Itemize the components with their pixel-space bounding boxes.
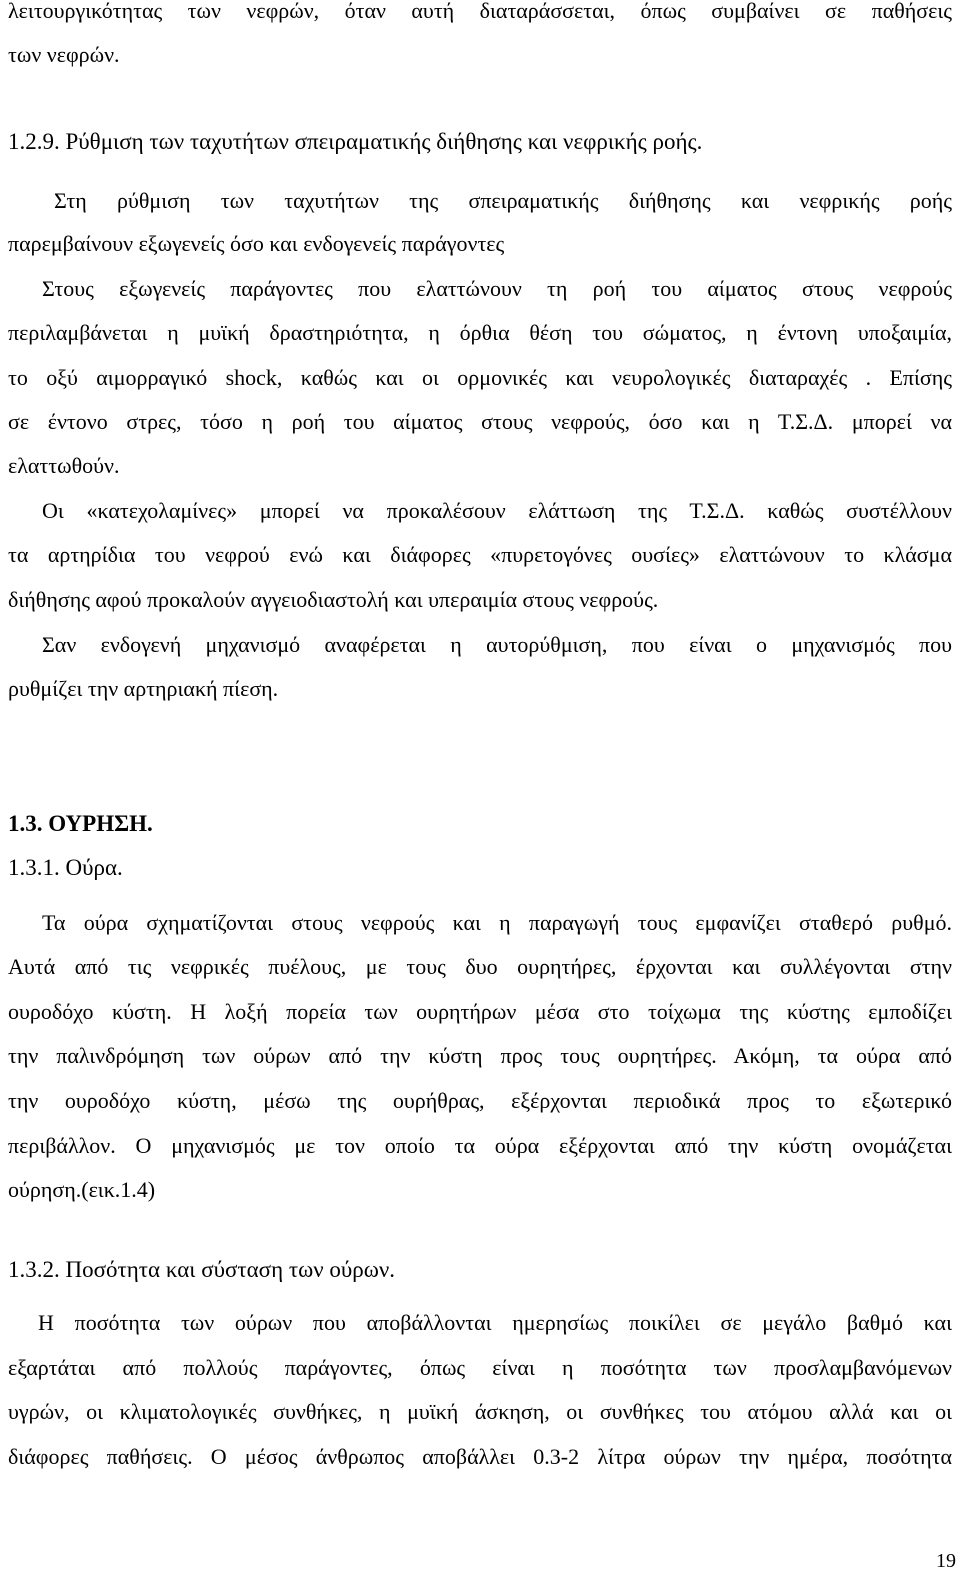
paragraph-line: την ουροδόχο κύστη, μέσω της ουρήθρας, εξέρχονται περιοδικά προς το εξωτερικό bbox=[8, 1088, 952, 1113]
paragraph-line: Τα ούρα σχηματίζονται στους νεφρούς και η παραγωγή τους εμφανίζει σταθερό ρυθμό. bbox=[42, 910, 952, 935]
paragraph-line: Αυτά από τις νεφρικές πυέλους, με τους δυο ουρητήρες, έρχονται και συλλέγονται στην bbox=[8, 954, 952, 979]
paragraph-line: Οι «κατεχολαμίνες» μπορεί να προκαλέσουν ελάττωση της Τ.Σ.Δ. καθώς συστέλλουν bbox=[42, 498, 952, 523]
paragraph-line: ρυθμίζει την αρτηριακή πίεση. bbox=[8, 676, 279, 701]
paragraph-line: υγρών, οι κλιματολογικές συνθήκες, η μυϊκή άσκηση, οι συνθήκες του ατόμου αλλά και οι bbox=[8, 1399, 952, 1424]
paragraph-line: περιλαμβάνεται η μυϊκή δραστηριότητα, η όρθια θέση του σώματος, η έντονη υποξαιμία, bbox=[8, 320, 952, 345]
paragraph-line: Η ποσότητα των ούρων που αποβάλλονται ημερησίως ποικίλει σε μεγάλο βαθμό και bbox=[38, 1310, 952, 1335]
paragraph-line: σε έντονο στρες, τόσο η ροή του αίματος στους νεφρούς, όσο και η Τ.Σ.Δ. μπορεί να bbox=[8, 409, 952, 434]
text-line: λειτουργικότητας των νεφρών, όταν αυτή διαταράσσεται, όπως συμβαίνει σε παθήσεις bbox=[8, 0, 952, 23]
paragraph-line: Στους εξωγενείς παράγοντες που ελαττώνουν τη ροή του αίματος στους νεφρούς bbox=[42, 276, 952, 301]
text-line: των νεφρών. bbox=[8, 42, 120, 67]
paragraph-line: παρεμβαίνουν εξωγενείς όσο και ενδογενείς παράγοντες bbox=[8, 231, 505, 256]
paragraph-line: ουροδόχο κύστη. Η λοξή πορεία των ουρητήρων μέσα στο τοίχωμα της κύστης εμποδίζει bbox=[8, 999, 952, 1024]
paragraph-line: Στη ρύθμιση των ταχυτήτων της σπειραματικής διήθησης και νεφρικής ροής bbox=[54, 188, 952, 213]
section-heading: 1.2.9. Ρύθμιση των ταχυτήτων σπειραματικής διήθησης και νεφρικής ροής. bbox=[8, 129, 703, 154]
paragraph-line: την παλινδρόμηση των ούρων από την κύστη προς τους ουρητήρες. Ακόμη, τα ούρα από bbox=[8, 1043, 952, 1068]
paragraph-line: εξαρτάται από πολλούς παράγοντες, όπως είναι η ποσότητα των προσλαμβανόμενων bbox=[8, 1355, 952, 1380]
subsection-heading: 1.3.2. Ποσότητα και σύσταση των ούρων. bbox=[8, 1257, 396, 1282]
paragraph-line: διήθησης αφού προκαλούν αγγειοδιαστολή και υπεραιμία στους νεφρούς. bbox=[8, 587, 659, 612]
paragraph-line: διάφορες παθήσεις. Ο μέσος άνθρωπος αποβάλλει 0.3-2 λίτρα ούρων την ημέρα, ποσότητα bbox=[8, 1444, 952, 1469]
paragraph-line: τα αρτηρίδια του νεφρού ενώ και διάφορες «πυρετογόνες ουσίες» ελαττώνουν το κλάσμα bbox=[8, 542, 952, 567]
section-heading: 1.3. ΟΥΡΗΣΗ. bbox=[8, 811, 153, 836]
subsection-heading: 1.3.1. Ούρα. bbox=[8, 855, 123, 880]
paragraph-line: περιβάλλον. Ο μηχανισμός με τον οποίο τα ούρα εξέρχονται από την κύστη ονομάζεται bbox=[8, 1133, 952, 1158]
page-number: 19 bbox=[936, 1550, 956, 1572]
paragraph-line: ούρηση.(εικ.1.4) bbox=[8, 1177, 156, 1202]
paragraph-line: το οξύ αιμορραγικό shock, καθώς και οι ορμονικές και νευρολογικές διαταραχές . Επίσης bbox=[8, 365, 952, 390]
paragraph-line: ελαττωθούν. bbox=[8, 453, 120, 478]
paragraph-line: Σαν ενδογενή μηχανισμό αναφέρεται η αυτορύθμιση, που είναι ο μηχανισμός που bbox=[42, 632, 952, 657]
